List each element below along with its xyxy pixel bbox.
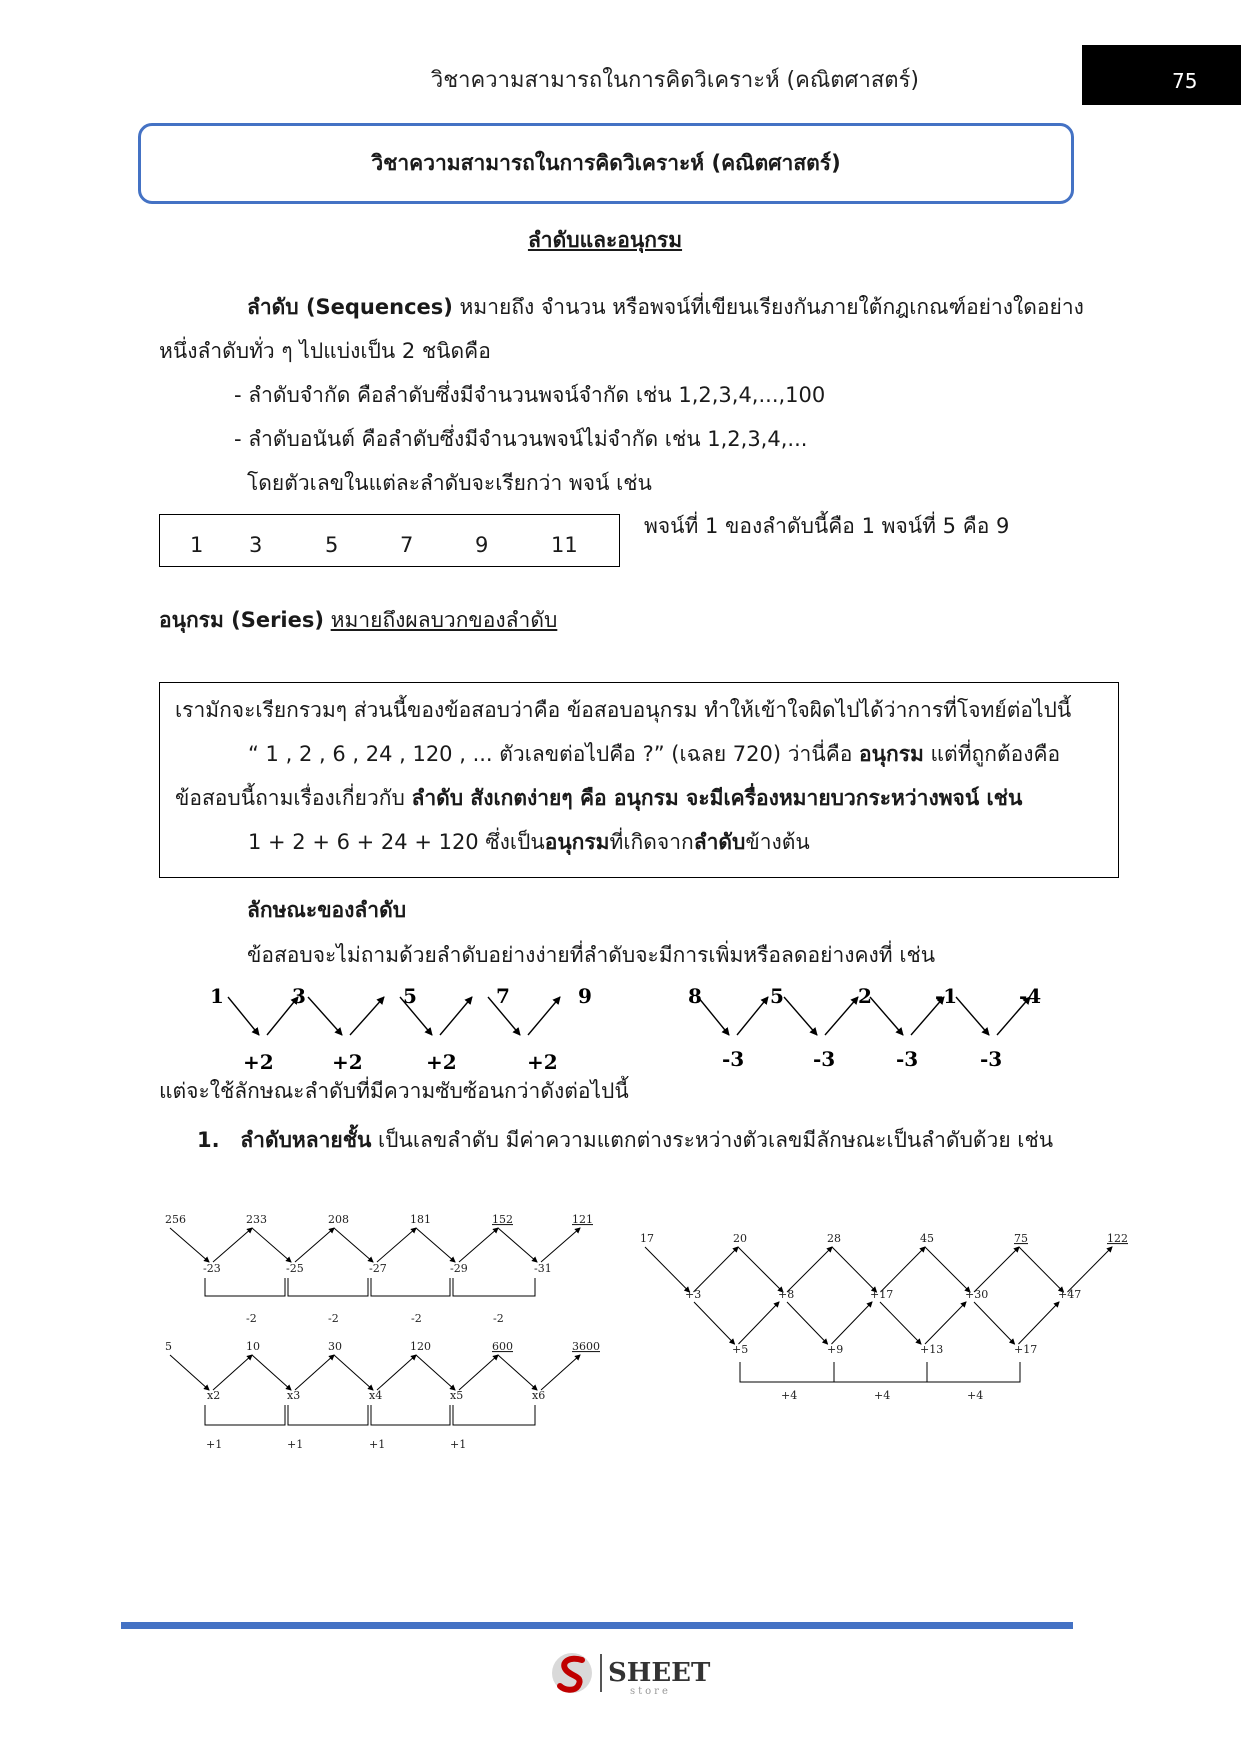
finite-sequence-bullet: - ลำดับจำกัด คือลำดับซึ่งมีจำนวนพจน์จำกัด เช่น 1,2,3,4,...,100	[234, 383, 826, 407]
multilevel-term: ลำดับหลายชั้น	[240, 1128, 372, 1152]
connector-arrow	[925, 1247, 970, 1292]
sequence-term: -1	[935, 985, 958, 1008]
connector-arrow	[832, 1247, 877, 1292]
chapter-title-box	[138, 123, 1074, 204]
difference-label: +3	[685, 1288, 702, 1301]
difference-label: -3	[722, 1047, 745, 1071]
sequence-term: 5	[403, 985, 417, 1008]
difference-label: x3	[287, 1389, 301, 1402]
logo-name: SHEET	[608, 1658, 711, 1688]
term-label: 28	[827, 1232, 841, 1245]
series-term: อนุกรม (Series)	[159, 608, 324, 632]
difference-label: -3	[896, 1047, 919, 1071]
difference-label: x2	[207, 1389, 221, 1402]
term-label: 181	[410, 1213, 431, 1226]
third-difference-label: +4	[874, 1389, 891, 1402]
infinite-sequence-bullet: - ลำดับอนันต์ คือลำดับซึ่งมีจำนวนพจน์ไม่จำกัด เช่น 1,2,3,4,...	[234, 427, 808, 451]
connector-arrow	[832, 1302, 873, 1344]
bracket	[288, 1278, 368, 1296]
bracket	[834, 1362, 927, 1382]
difference-label: x5	[450, 1389, 464, 1402]
term-label: 3600	[572, 1340, 600, 1353]
list-number: 1.	[197, 1128, 220, 1152]
note-line-4-emphasis: ลำดับ	[693, 830, 746, 854]
difference-label: +8	[778, 1288, 795, 1301]
note-line-2-rest: แต่ที่ถูกต้องคือ	[923, 742, 1061, 766]
term-label: 45	[920, 1232, 934, 1245]
term-label: 120	[410, 1340, 431, 1353]
connector-arrow	[228, 997, 259, 1035]
connector-arrow	[334, 1355, 373, 1390]
logo-subtext: store	[630, 1686, 671, 1697]
connector-arrow	[787, 1247, 832, 1292]
connector-arrow	[377, 1228, 416, 1262]
connector-arrow	[694, 1302, 735, 1344]
term-label: 121	[572, 1213, 593, 1226]
connector-arrow	[1019, 1247, 1064, 1292]
connector-arrow	[308, 997, 342, 1035]
second-difference-label: +13	[920, 1343, 944, 1356]
term-label: 152	[492, 1213, 513, 1226]
more-complex-text: แต่จะใช้ลักษณะลำดับที่มีความซับซ้อนกว่าดังต่อไปนี้	[159, 1079, 629, 1103]
connector-arrow	[350, 997, 384, 1035]
connector-arrow	[739, 1302, 780, 1344]
difference-label: -3	[980, 1047, 1003, 1071]
characteristics-text: ข้อสอบจะไม่ถามด้วยลำดับอย่างง่ายที่ลำดับจะมีการเพิ่มหรือลดอย่างคงที่ เช่น	[247, 943, 936, 967]
bracket	[740, 1362, 834, 1382]
multilevel-diagrams	[150, 1200, 1150, 1460]
second-difference-label: +5	[732, 1343, 749, 1356]
difference-label: -25	[286, 1262, 304, 1275]
connector-arrow	[498, 1355, 537, 1390]
page-number-box	[1082, 45, 1241, 105]
difference-label: -31	[534, 1262, 552, 1275]
term-label: 208	[328, 1213, 349, 1226]
connector-arrow	[416, 1228, 455, 1262]
second-difference-label: -2	[246, 1312, 257, 1325]
term-label: 17	[640, 1232, 654, 1245]
connector-arrow	[541, 1228, 580, 1262]
connector-arrow	[334, 1228, 373, 1262]
sheet-store-logo	[548, 1648, 718, 1698]
sequence-term: 3	[292, 985, 306, 1008]
bracket	[205, 1405, 285, 1425]
term-label: 10	[246, 1340, 260, 1353]
difference-label: -27	[369, 1262, 387, 1275]
chapter-title: วิชาความสามารถในการคิดวิเคราะห์ (คณิตศาสตร์)	[371, 151, 841, 175]
sequence-number: 1	[190, 533, 204, 557]
connector-arrow	[881, 1247, 926, 1292]
sequence-term: 5	[770, 985, 784, 1008]
second-difference-label: +17	[1014, 1343, 1038, 1356]
bracket	[371, 1405, 450, 1425]
connector-arrow	[880, 1302, 921, 1344]
difference-label: x6	[532, 1389, 546, 1402]
second-difference-label: +1	[450, 1438, 467, 1451]
connector-arrow	[440, 997, 472, 1035]
note-line-1: เรามักจะเรียกรวมๆ ส่วนนี้ของข้อสอบว่าคือ ข้อสอบอนุกรม ทำให้เข้าใจผิดไปได้ว่าการที่โจทย์ต่อไปนี้	[175, 698, 1072, 722]
term-label: 256	[165, 1213, 186, 1226]
sequence-term: 9	[578, 985, 592, 1008]
difference-label: +2	[243, 1050, 274, 1074]
difference-label: +2	[527, 1050, 558, 1074]
connector-arrow	[787, 1302, 828, 1344]
section-subtitle: ลำดับและอนุกรม	[527, 228, 683, 252]
sequence-example-note: พจน์ที่ 1 ของลำดับนี้คือ 1 พจน์ที่ 5 คือ 9	[644, 514, 1010, 538]
note-line-2-text: “ 1 , 2 , 6 , 24 , 120 , ... ตัวเลขต่อไปคือ ?” (เฉลย 720) ว่านี่คือ	[248, 742, 860, 766]
definition-line-2: หนึ่งลำดับทั่ว ๆ ไปแบ่งเป็น 2 ชนิดคือ	[159, 339, 491, 363]
second-difference-label: +1	[287, 1438, 304, 1451]
difference-label: +30	[965, 1288, 989, 1301]
connector-arrow	[698, 997, 729, 1035]
second-difference-label: +1	[206, 1438, 223, 1451]
definition-line-1	[247, 292, 1084, 322]
connector-arrow	[974, 1247, 1019, 1292]
term-label: 75	[1014, 1232, 1028, 1245]
term-label: 30	[328, 1340, 342, 1353]
series-definition-text: หมายถึงผลบวกของลำดับ	[330, 608, 558, 632]
note-box	[159, 682, 1119, 878]
term-label: 600	[492, 1340, 513, 1353]
note-line-3	[175, 783, 1022, 813]
connector-arrow	[459, 1228, 498, 1262]
connector-arrow	[1019, 1302, 1060, 1344]
note-line-2-emphasis: อนุกรม	[859, 742, 924, 766]
connector-arrow	[694, 1247, 739, 1292]
footer-rule	[121, 1622, 1073, 1629]
connector-arrow	[170, 1355, 209, 1390]
note-line-4	[248, 827, 810, 857]
sequence-term: 7	[496, 985, 510, 1008]
second-difference-label: +9	[827, 1343, 844, 1356]
difference-label: +47	[1058, 1288, 1082, 1301]
connector-arrow	[737, 997, 768, 1035]
sequence-number: 5	[325, 533, 339, 557]
difference-label: +17	[870, 1288, 894, 1301]
list-item-multilevel	[197, 1125, 1053, 1155]
bracket	[288, 1405, 368, 1425]
sequence-term: 2	[858, 985, 872, 1008]
characteristics-heading: ลักษณะของลำดับ	[247, 898, 407, 922]
second-difference-label: -2	[328, 1312, 339, 1325]
note-line-2	[248, 739, 1060, 769]
connector-arrow	[870, 997, 903, 1035]
connector-arrow	[974, 1302, 1015, 1344]
third-difference-label: +4	[781, 1389, 798, 1402]
connector-arrow	[925, 1302, 966, 1344]
note-line-3-emphasis: ลำดับ สังเกตง่ายๆ คือ อนุกรม จะมีเครื่องหมายบวกระหว่างพจน์ เช่น	[411, 786, 1023, 810]
sequence-term: ลำดับ (Sequences)	[247, 295, 453, 319]
sequence-term: 8	[688, 985, 702, 1008]
sequence-example-box	[159, 514, 620, 567]
connector-arrow	[252, 1355, 291, 1390]
second-difference-label: -2	[493, 1312, 504, 1325]
third-difference-label: +4	[967, 1389, 984, 1402]
sequence-term: -4	[1019, 985, 1042, 1008]
sequence-number: 7	[400, 533, 414, 557]
connector-arrow	[459, 1355, 498, 1390]
sequence-number: 11	[551, 533, 578, 557]
difference-label: +2	[332, 1050, 363, 1074]
connector-arrow	[377, 1355, 416, 1390]
connector-arrow	[213, 1355, 252, 1390]
difference-label: -3	[813, 1047, 836, 1071]
series-definition	[159, 605, 557, 635]
note-line-4-emphasis: อนุกรม	[544, 830, 610, 854]
bracket	[453, 1405, 535, 1425]
connector-arrow	[295, 1228, 334, 1262]
term-label: 20	[733, 1232, 747, 1245]
connector-arrow	[645, 1247, 690, 1292]
note-line-3-text: ข้อสอบนี้ถามเรื่องเกี่ยวกับ	[175, 786, 412, 810]
connector-arrow	[825, 997, 858, 1035]
connector-arrow	[956, 997, 989, 1035]
note-line-4-text: ข้างต้น	[745, 830, 810, 854]
definition-text: หมายถึง จำนวน หรือพจน์ที่เขียนเรียงกันภายใต้กฎเกณฑ์อย่างใดอย่าง	[452, 295, 1084, 319]
sequence-number: 9	[475, 533, 489, 557]
difference-label: -23	[203, 1262, 221, 1275]
difference-label: x4	[369, 1389, 383, 1402]
sequence-term: 1	[210, 985, 224, 1008]
term-definition-line: โดยตัวเลขในแต่ละลำดับจะเรียกว่า พจน์ เช่น	[247, 471, 652, 495]
difference-label: +2	[426, 1050, 457, 1074]
second-difference-label: -2	[411, 1312, 422, 1325]
bracket	[453, 1278, 535, 1296]
difference-label: -29	[450, 1262, 468, 1275]
connector-arrow	[528, 997, 560, 1035]
note-line-4-text: ที่เกิดจาก	[609, 830, 694, 854]
connector-arrow	[170, 1228, 209, 1262]
sequence-number: 3	[249, 533, 263, 557]
term-label: 233	[246, 1213, 267, 1226]
connector-arrow	[784, 997, 817, 1035]
multilevel-text: เป็นเลขลำดับ มีค่าความแตกต่างระหว่างตัวเลขมีลักษณะเป็นลำดับด้วย เช่น	[371, 1128, 1054, 1152]
connector-arrow	[252, 1228, 291, 1262]
page-number: 75	[1172, 69, 1198, 93]
connector-arrow	[541, 1355, 580, 1390]
note-line-4-text: 1 + 2 + 6 + 24 + 120 ซึ่งเป็น	[248, 830, 545, 854]
connector-arrow	[213, 1228, 252, 1262]
second-difference-label: +1	[369, 1438, 386, 1451]
bracket	[927, 1362, 1020, 1382]
bracket	[205, 1278, 285, 1296]
bracket	[371, 1278, 450, 1296]
connector-arrow	[1068, 1247, 1113, 1292]
connector-arrow	[738, 1247, 783, 1292]
connector-arrow	[295, 1355, 334, 1390]
connector-arrow	[498, 1228, 537, 1262]
term-label: 122	[1107, 1232, 1128, 1245]
connector-arrow	[416, 1355, 455, 1390]
term-label: 5	[165, 1340, 172, 1353]
running-header-title: วิชาความสามารถในการคิดวิเคราะห์ (คณิตศาสตร์)	[430, 68, 919, 93]
